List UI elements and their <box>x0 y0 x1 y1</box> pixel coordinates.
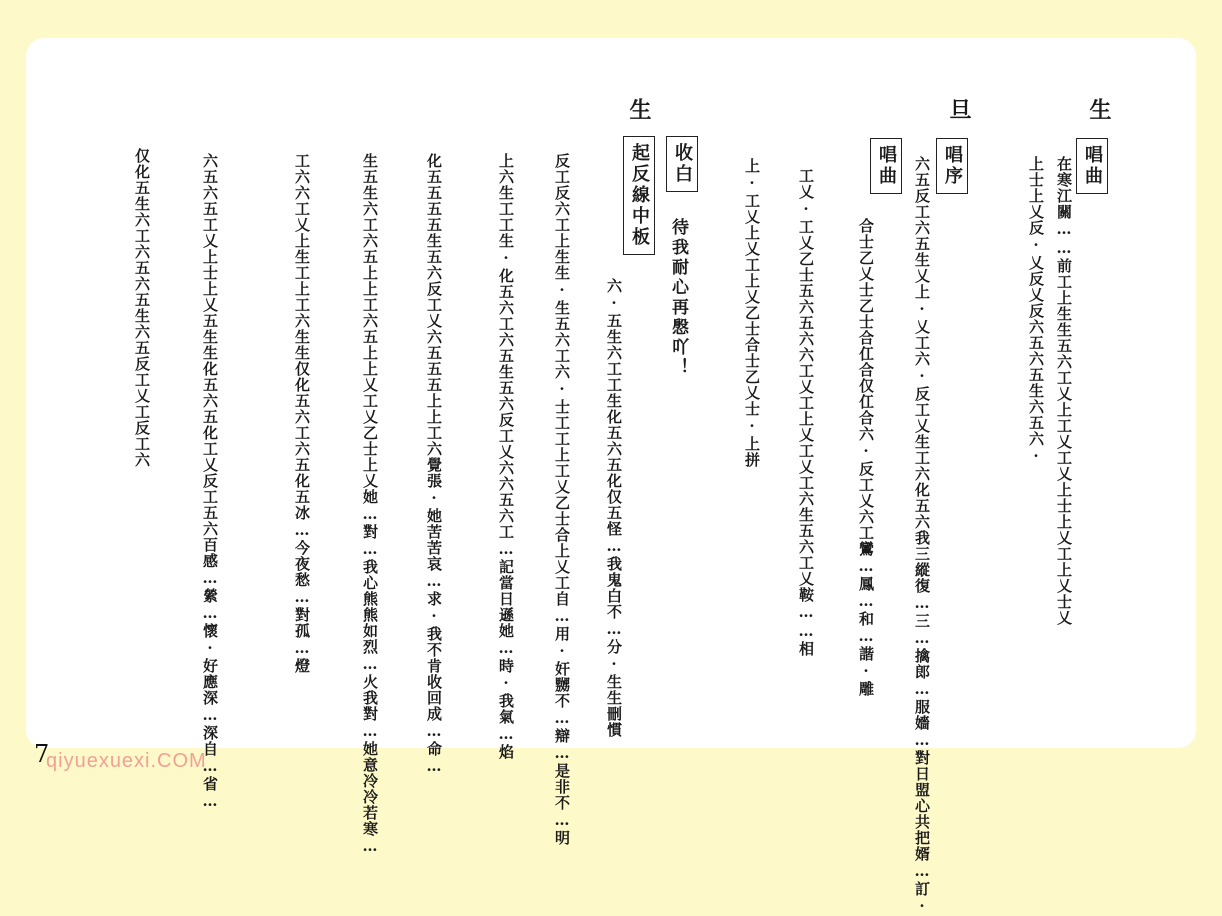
role-label-sheng-2: 生 <box>626 98 652 120</box>
score-column: 上·工乂上乂工上乂乙士合士乙乂士·上拼 <box>743 158 761 468</box>
heading-changqu-1: 唱曲 <box>1076 138 1108 194</box>
score-column: 化五五五五生五六反工乂六五五五上上工六覺張·她苦苦哀…求·我不肯收回成…命… <box>425 153 443 776</box>
site-watermark: qiyuexuexi.COM <box>46 750 207 772</box>
heading-changqu-2: 唱曲 <box>870 138 902 194</box>
score-column: 反工反六工上生生·生五六工六·士工工上工乂乙士合上乂工自…用·奸嬲不…辯…是非不…明 <box>553 153 571 846</box>
page-number: 7 <box>34 740 50 768</box>
score-column: 六五六五工乂上士上乂五生生化五六五化工乂反工五六百感…縈…懷·好應深…深自…省… <box>201 153 219 811</box>
score-column: 工乂·工乂乙士五六五六六工乂工上乂工乂工六生五六工乂鞍……相 <box>797 168 815 657</box>
score-column: 六·五生六工工生化五六五化仅五怪…我鬼白不…分·生生刪慣 <box>605 278 623 738</box>
heading-changxu: 唱序 <box>936 138 968 194</box>
spoken-line: 待我耐心再慇吖！ <box>668 218 688 378</box>
heading-qifan: 起反線中板 <box>623 136 655 255</box>
heading-shoubai: 收白 <box>666 136 698 192</box>
score-column: 上六生工工生·化五六工六五生五六反工乂六六五六工…記當日遜她…時·我氣…焰 <box>497 153 515 760</box>
score-column: 工六六工乂上生工上工六生生仅化五六工六五化五冰…今夜愁…對孤…燈 <box>293 153 311 674</box>
score-column: 生五生六工六五上上工六五上上乂工乂乙士上乂她…對…我心熊熊如烈…火我對…她意冷冷若寒… <box>361 153 379 856</box>
role-label-sheng-1: 生 <box>1086 98 1112 120</box>
score-column: 合士乙乂士乙士合仜合仅仜合六·反工乂六工鸞…鳳…和…諧·雕 <box>857 218 875 697</box>
role-label-dan: 旦 <box>946 98 972 120</box>
score-column: 六五反工六五生乂上·乂工六·反工乂生工六化五六我三縱復…三…擒郎…服嬙…對日盟心共把婿…訂· <box>913 156 931 916</box>
score-column: 仅化五生六工六五六五生六五反工乂工反工六 <box>133 148 151 468</box>
score-column: 上士上乂反·乂反乂反六五六五生六五六· <box>1027 156 1045 466</box>
score-column: 在寒江關……前工上生生五六工乂上工乂工乂上士上乂工上乂士乂 <box>1055 156 1073 626</box>
